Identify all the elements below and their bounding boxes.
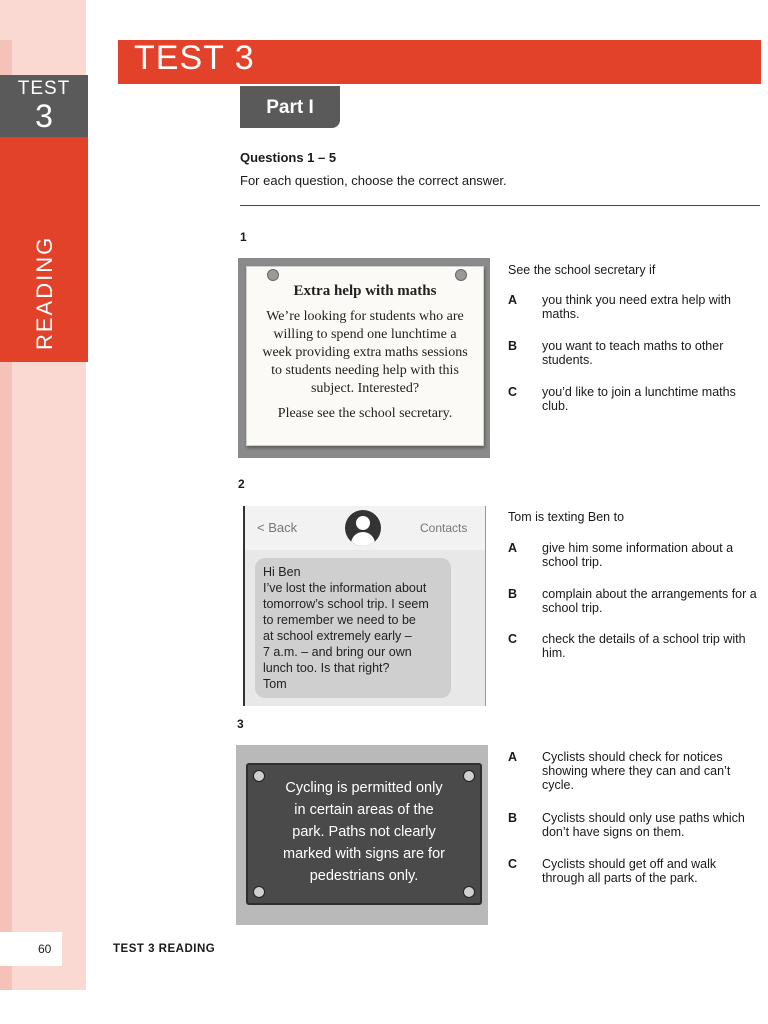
option-letter: C bbox=[508, 857, 518, 871]
avatar-icon bbox=[345, 510, 381, 546]
option-letter: A bbox=[508, 541, 518, 555]
test-tab-label: TEST bbox=[17, 78, 71, 99]
message-line: I’ve lost the information about bbox=[263, 581, 427, 595]
test-tab-number: 3 bbox=[35, 98, 53, 134]
option-letter: C bbox=[508, 385, 518, 399]
notice-footer: Please see the school secretary. bbox=[277, 406, 453, 421]
message-line: lunch too. Is that right? bbox=[263, 661, 390, 675]
reading-section-label: READING bbox=[32, 235, 57, 350]
pin-icon bbox=[267, 269, 279, 281]
part-label: Part I bbox=[240, 86, 340, 128]
message-line: Hi Ben bbox=[263, 565, 301, 579]
question-stem-2: Tom is texting Ben to bbox=[508, 510, 625, 524]
page-number: 60 bbox=[38, 942, 52, 956]
message-line: 7 a.m. – and bring our own bbox=[263, 645, 412, 659]
option-letter: C bbox=[508, 632, 518, 646]
option-text: you’d like to join a lunchtime maths club. bbox=[542, 385, 736, 413]
page-number-box bbox=[0, 932, 62, 966]
option-letter: B bbox=[508, 587, 518, 601]
option-text: you think you need extra help with maths. bbox=[542, 293, 732, 321]
option-text: check the details of a school trip with him. bbox=[542, 632, 746, 660]
notice-board bbox=[238, 258, 490, 458]
sign-line: park. Paths not clearly bbox=[292, 824, 436, 840]
question-stem-1: See the school secretary if bbox=[508, 263, 656, 277]
bolt-icon bbox=[253, 770, 265, 782]
bolt-icon bbox=[463, 770, 475, 782]
contacts-link: Contacts bbox=[420, 521, 468, 535]
notice-title: Extra help with maths bbox=[293, 283, 437, 299]
option-letter: B bbox=[508, 339, 518, 353]
option-letter: B bbox=[508, 811, 518, 825]
option-letter: A bbox=[508, 750, 518, 764]
option-text: give him some information about a school trip. bbox=[542, 541, 734, 569]
sign-line: marked with signs are for bbox=[283, 846, 445, 862]
option-text: you want to teach maths to other students. bbox=[542, 339, 724, 367]
test-tab bbox=[0, 75, 88, 137]
phone-screen bbox=[243, 506, 486, 706]
message-line: to remember we need to be bbox=[263, 613, 416, 627]
option-letter: A bbox=[508, 293, 518, 307]
notice-body: We’re looking for students who are willing to spend one lunchtime a week providing extra maths sessions to students needing help with this subject. Interested? bbox=[262, 309, 468, 396]
question-number-3: 3 bbox=[237, 717, 244, 731]
message-line: Tom bbox=[263, 677, 287, 691]
option-text: Cyclists should check for notices showing where they can and can’t cycle. bbox=[542, 750, 731, 792]
notice-paper bbox=[246, 266, 484, 446]
sign-line: pedestrians only. bbox=[309, 868, 419, 884]
park-sign-photo bbox=[236, 745, 488, 925]
pin-icon bbox=[455, 269, 467, 281]
questions-heading: Questions 1 – 5 bbox=[240, 150, 337, 165]
back-link: < Back bbox=[257, 520, 298, 535]
question-number-2: 2 bbox=[238, 477, 245, 491]
message-line: at school extremely early – bbox=[263, 629, 412, 643]
question-number-1: 1 bbox=[240, 230, 247, 244]
sign-line: in certain areas of the bbox=[294, 802, 434, 818]
option-text: Cyclists should get off and walk through all parts of the park. bbox=[542, 857, 717, 885]
option-text: complain about the arrangements for a school trip. bbox=[542, 587, 757, 615]
bolt-icon bbox=[463, 886, 475, 898]
running-footer: TEST 3 READING bbox=[113, 943, 216, 955]
park-sign bbox=[246, 763, 482, 905]
divider bbox=[240, 205, 760, 206]
bolt-icon bbox=[253, 886, 265, 898]
phone-header bbox=[245, 506, 485, 550]
sign-line: Cycling is permitted only bbox=[285, 780, 443, 796]
option-text: Cyclists should only use paths which don’t have signs on them. bbox=[542, 811, 745, 839]
message-bubble bbox=[255, 558, 451, 698]
instruction-text: For each question, choose the correct answer. bbox=[240, 173, 507, 188]
page-title: TEST 3 bbox=[134, 39, 255, 77]
message-line: tomorrow’s school trip. I seem bbox=[263, 597, 429, 611]
